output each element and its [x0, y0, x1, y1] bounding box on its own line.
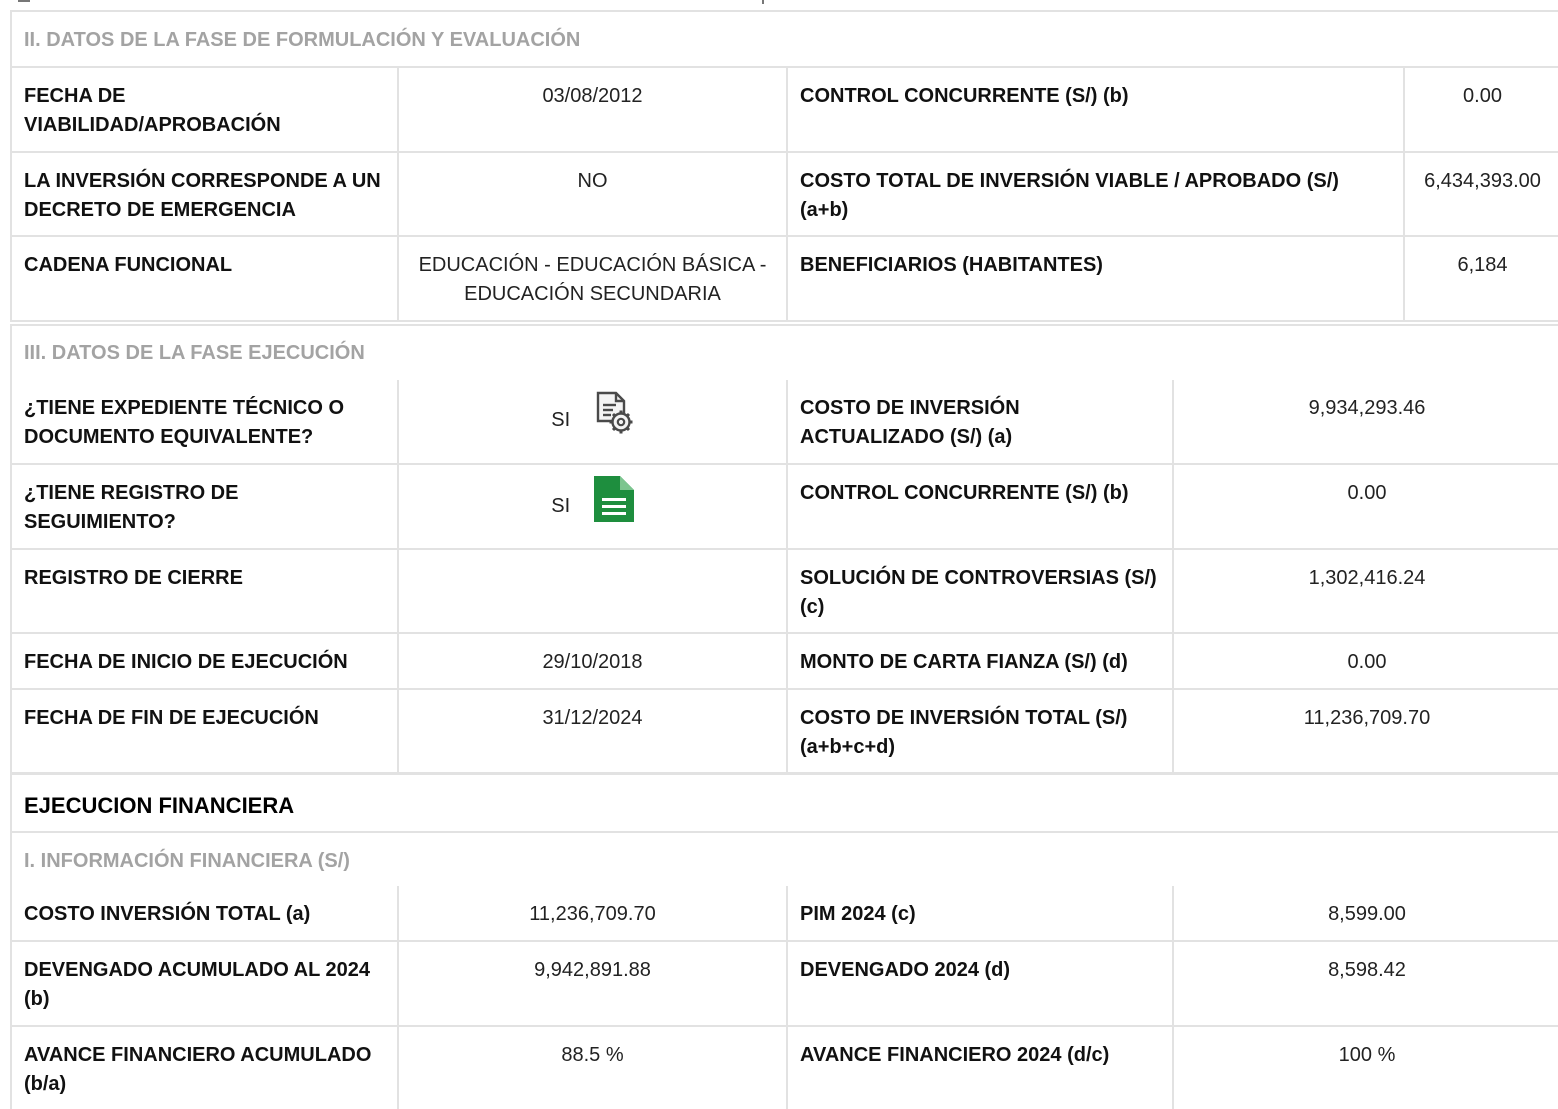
row-value-right: 0.00 — [1173, 464, 1558, 549]
table-row — [12, 689, 1558, 774]
formulation-table — [12, 68, 1558, 320]
row-value — [398, 380, 787, 464]
row-value: EDUCACIÓN - EDUCACIÓN BÁSICA - EDUCACIÓN SECUNDARIA — [398, 236, 787, 320]
row-value-right: 6,434,393.00 — [1404, 152, 1558, 236]
financial-subtitle-row — [12, 832, 1558, 886]
row-value-right: 8,598.42 — [1173, 941, 1558, 1026]
row-label-right: PIM 2024 (c) — [787, 886, 1173, 941]
expediente-value: SI — [551, 409, 571, 431]
row-label: AVANCE FINANCIERO ACUMULADO (b/a) — [24, 1043, 372, 1095]
row-label-right: DEVENGADO 2024 (d) — [787, 941, 1173, 1026]
row-value-right: 11,236,709.70 — [1173, 689, 1558, 774]
financial-header-row — [12, 774, 1558, 832]
row-label: ¿TIENE EXPEDIENTE TÉCNICO O DOCUMENTO EQUIVALENTE? — [12, 380, 398, 464]
financial-subtitle: I. INFORMACIÓN FINANCIERA (S/) — [24, 849, 350, 872]
execution-section — [10, 324, 1558, 1109]
table-row — [12, 68, 1558, 152]
row-label: LA INVERSIÓN CORRESPONDE A UN DECRETO DE EMERGENCIA — [12, 152, 398, 236]
seguimiento-value: SI — [551, 495, 571, 517]
row-label: DEVENGADO ACUMULADO AL 2024 (b) — [12, 941, 398, 1026]
row-value: 31/12/2024 — [398, 689, 787, 774]
row-label-right: CONTROL CONCURRENTE (S/) (b) — [787, 68, 1404, 152]
row-value — [398, 549, 787, 633]
row-label-right: COSTO DE INVERSIÓN TOTAL (S/) (a+b+c+d) — [787, 689, 1173, 774]
row-value: 29/10/2018 — [398, 633, 787, 689]
table-row — [12, 549, 1558, 633]
table-row — [12, 152, 1558, 236]
row-value-right: 1,302,416.24 — [1173, 549, 1558, 633]
execution-title: III. DATOS DE LA FASE EJECUCIÓN — [24, 342, 365, 364]
row-label-right: CONTROL CONCURRENTE (S/) (b) — [787, 464, 1173, 549]
row-value-right: 9,934,293.46 — [1173, 380, 1558, 464]
row-label-right: COSTO TOTAL DE INVERSIÓN VIABLE / APROBADO (S/) (a+b) — [787, 152, 1404, 236]
row-value — [398, 464, 787, 549]
row-value-right: 100 % — [1173, 1026, 1558, 1109]
row-value-right: 8,599.00 — [1173, 886, 1558, 941]
top-edge-mark-left — [18, 0, 30, 2]
row-label: CADENA FUNCIONAL — [24, 254, 233, 276]
row-label-right: SOLUCIÓN DE CONTROVERSIAS (S/) (c) — [787, 549, 1173, 633]
row-label: ¿TIENE REGISTRO DE SEGUIMIENTO? — [12, 464, 398, 549]
row-value-right: 0.00 — [1404, 68, 1558, 152]
formulation-section — [10, 10, 1558, 322]
row-value: 88.5 % — [398, 1026, 787, 1109]
row-value: 03/08/2012 — [398, 68, 787, 152]
table-row — [12, 633, 1558, 689]
row-value: 9,942,891.88 — [398, 941, 787, 1026]
top-edge — [0, 0, 1558, 8]
table-row — [12, 941, 1558, 1026]
green-document-icon[interactable] — [594, 476, 634, 531]
formulation-title: II. DATOS DE LA FASE DE FORMULACIÓN Y EVALUACIÓN — [12, 12, 1558, 68]
row-label-right: COSTO DE INVERSIÓN ACTUALIZADO (S/) (a) — [787, 380, 1173, 464]
document-gear-icon[interactable] — [594, 391, 634, 444]
row-value-right: 0.00 — [1173, 633, 1558, 689]
financial-header: EJECUCION FINANCIERA — [12, 774, 1558, 832]
row-label: COSTO INVERSIÓN TOTAL (a) — [12, 886, 398, 941]
row-label-right: MONTO DE CARTA FIANZA (S/) (d) — [787, 633, 1173, 689]
row-value: 11,236,709.70 — [398, 886, 787, 941]
table-row — [12, 380, 1558, 464]
row-label: REGISTRO DE CIERRE — [12, 549, 398, 633]
table-row — [12, 886, 1558, 941]
row-value: NO — [398, 152, 787, 236]
row-label-right: AVANCE FINANCIERO 2024 (d/c) — [787, 1026, 1173, 1109]
row-label: FECHA DE VIABILIDAD/APROBACIÓN — [12, 68, 398, 152]
table-row — [12, 464, 1558, 549]
row-label: FECHA DE INICIO DE EJECUCIÓN — [12, 633, 398, 689]
row-label-right: BENEFICIARIOS (HABITANTES) — [787, 236, 1404, 320]
top-edge-mark-center — [762, 0, 764, 4]
row-label: FECHA DE FIN DE EJECUCIÓN — [12, 689, 398, 774]
table-row — [12, 236, 1558, 320]
execution-table — [12, 380, 1558, 1109]
table-row — [12, 1026, 1558, 1109]
row-value-right: 6,184 — [1404, 236, 1558, 320]
